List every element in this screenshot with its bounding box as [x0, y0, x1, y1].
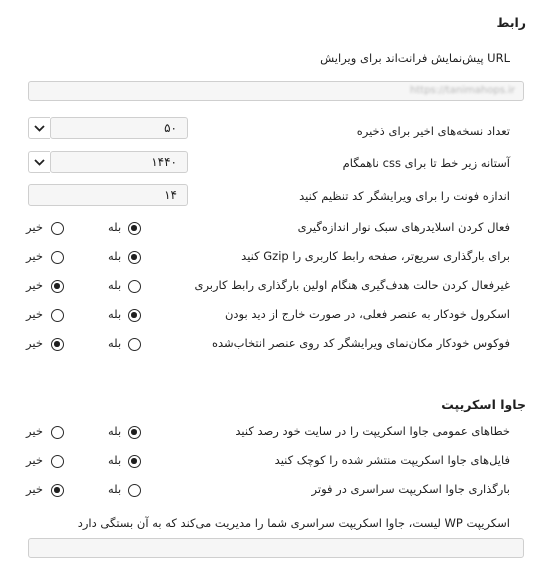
link-toggle-label: فعال کردن اسلایدرهای سبک نوار اندازه‌گیری	[297, 220, 510, 234]
revisions-dropdown-button[interactable]	[28, 117, 50, 139]
chevron-down-icon	[34, 159, 45, 166]
revisions-input[interactable]: ۵۰	[50, 117, 188, 139]
revisions-label: تعداد نسخه‌های اخیر برای ذخیره	[356, 124, 510, 138]
radio-yes[interactable]	[128, 455, 141, 468]
section-title-link: رابط	[496, 15, 526, 30]
font-size-input[interactable]: ۱۴	[28, 184, 188, 206]
radio-no[interactable]	[51, 251, 64, 264]
js-toggle-label: خطاهای عمومی جاوا اسکریپت را در سایت خود رصد کنید	[235, 424, 510, 438]
radio-yes[interactable]	[128, 309, 141, 322]
frontend-url-input[interactable]	[28, 81, 524, 101]
link-toggle-label: فوکوس خودکار مکان‌نمای ویرایشگر کد روی عنصر انتخاب‌شده	[211, 336, 510, 350]
radio-yes[interactable]	[128, 426, 141, 439]
radio-no[interactable]	[51, 309, 64, 322]
section-title-javascript: جاوا اسکریپت	[441, 397, 526, 412]
radio-yes-label: بله	[108, 336, 122, 350]
radio-yes-label: بله	[108, 453, 122, 467]
css-threshold-label: آستانه زیر خط تا برای css ناهمگام	[342, 156, 510, 170]
radio-no-label: خیر	[26, 482, 43, 496]
radio-no-label: خیر	[26, 220, 43, 234]
radio-yes[interactable]	[128, 280, 141, 293]
link-toggle-label: برای بارگذاری سریع‌تر، صفحه رابط کاربری را Gzip کنید	[241, 249, 510, 263]
js-toggle-label: بارگذاری جاوا اسکریپت سراسری در فوتر	[311, 482, 510, 496]
css-threshold-input[interactable]: ۱۴۴۰	[50, 151, 188, 173]
wp-list-input[interactable]	[28, 538, 524, 558]
link-toggle-label: غیرفعال کردن حالت هدف‌گیری هنگام اولین بارگذاری رابط کاربری	[194, 278, 510, 292]
frontend-url-value: https://tanimahops.ir	[410, 85, 515, 96]
js-toggle-label: فایل‌های جاوا اسکریپت منتشر شده را کوچک کنید	[274, 453, 510, 467]
radio-no[interactable]	[51, 426, 64, 439]
wp-list-label: اسکریپت WP لیست، جاوا اسکریپت سراسری شما را مدیریت می‌کند که به آن بستگی دارد	[77, 516, 510, 530]
radio-no[interactable]	[51, 280, 64, 293]
radio-no[interactable]	[51, 222, 64, 235]
font-size-label: اندازه فونت را برای ویرایشگر کد تنظیم کنید	[299, 189, 510, 203]
radio-yes-label: بله	[108, 482, 122, 496]
radio-no-label: خیر	[26, 453, 43, 467]
radio-no-label: خیر	[26, 278, 43, 292]
radio-yes-label: بله	[108, 307, 122, 321]
radio-yes[interactable]	[128, 251, 141, 264]
radio-no[interactable]	[51, 338, 64, 351]
radio-yes[interactable]	[128, 338, 141, 351]
radio-yes-label: بله	[108, 220, 122, 234]
radio-yes-label: بله	[108, 424, 122, 438]
radio-yes-label: بله	[108, 278, 122, 292]
frontend-url-label: URL پیش‌نمایش فرانت‌اند برای ویرایش	[320, 51, 510, 65]
radio-no-label: خیر	[26, 307, 43, 321]
link-toggle-label: اسکرول خودکار به عنصر فعلی، در صورت خارج از دید بودن	[224, 307, 510, 321]
radio-no-label: خیر	[26, 249, 43, 263]
radio-no-label: خیر	[26, 424, 43, 438]
radio-yes[interactable]	[128, 484, 141, 497]
radio-yes-label: بله	[108, 249, 122, 263]
radio-no[interactable]	[51, 484, 64, 497]
radio-no-label: خیر	[26, 336, 43, 350]
chevron-down-icon	[34, 125, 45, 132]
css-threshold-dropdown-button[interactable]	[28, 151, 50, 173]
radio-yes[interactable]	[128, 222, 141, 235]
radio-no[interactable]	[51, 455, 64, 468]
